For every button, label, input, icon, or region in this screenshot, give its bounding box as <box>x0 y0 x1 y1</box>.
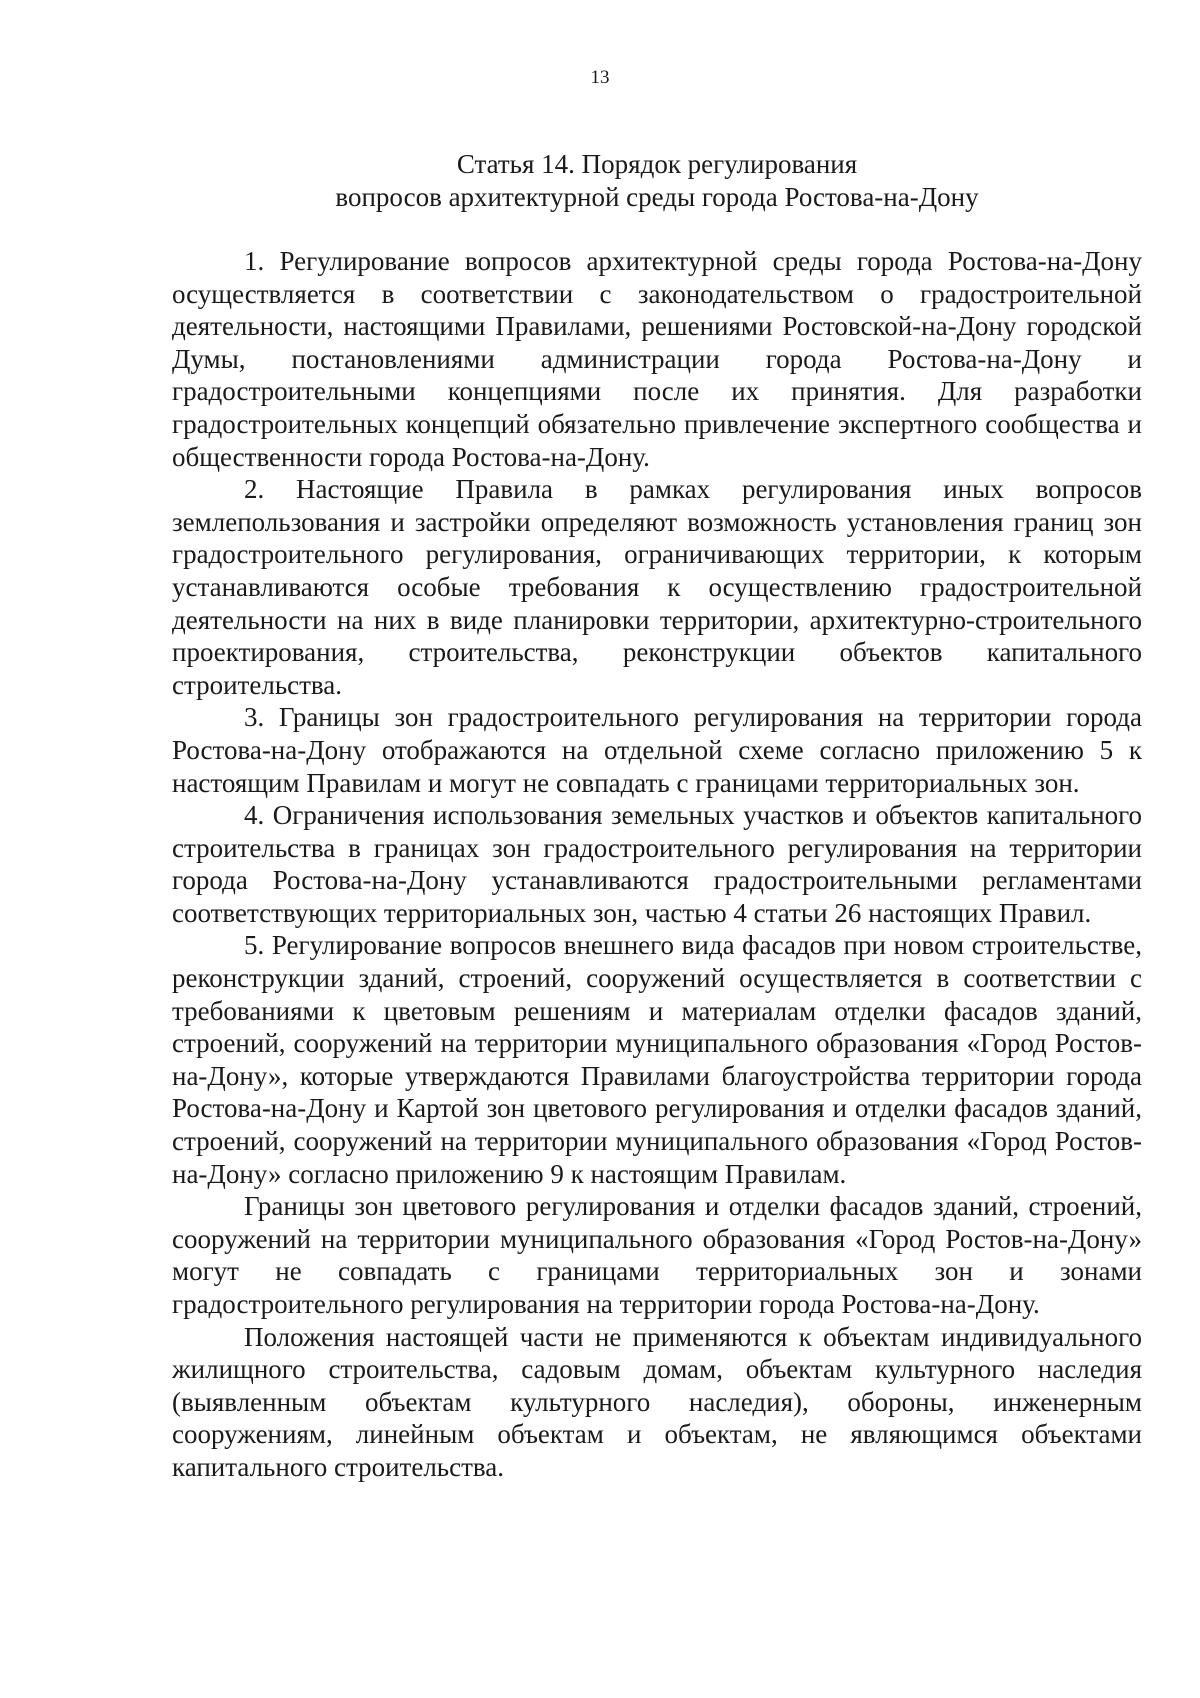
paragraph-2: 2. Настоящие Правила в рамках регулирования иных вопросов землепользования и застройки определяют возможность установления границ зон градостроительного регулирования, ограничивающих территории, к которым устанавливаются особые требования к осуществлению градостроительной деятельности на них в виде планировки территории, архитектурно-строительного проектирования, строительства, реконструкции объектов капитального строительства. <box>172 474 1142 700</box>
article-title-line-2: вопросов архитектурной среды города Ростова-на-Дону <box>335 181 979 212</box>
paragraph-4: 4. Ограничения использования земельных участков и объектов капитального строительства в границах зон градостроительного регулирования на территории города Ростова-на-Дону устанавливаются градостроительными регламентами соответствующих территориальных зон, частью 4 статьи 26 настоящих Правил. <box>172 800 1142 928</box>
paragraph-5: 5. Регулирование вопросов внешнего вида фасадов при новом строительстве, реконструкции зданий, строений, сооружений осуществляется в соответствии с требованиями к цветовым решениям и материалам отделки фасадов зданий, строений, сооружений на территории муниципального образования «Город Ростов-на-Дону», которые утверждаются Правилами благоустройства территории города Ростова-на-Дону и Картой зон цветового регулирования и отделки фасадов зданий, строений, сооружений на территории муниципального образования «Город Ростов-на-Дону» согласно приложению 9 к настоящим Правилам. <box>172 930 1142 1189</box>
article-title <box>172 148 1142 213</box>
article-body <box>172 245 1142 1484</box>
page-number: 13 <box>590 67 610 88</box>
paragraph-5-exceptions: Положения настоящей части не применяются к объектам индивидуального жилищного строительства, садовым домам, объектам культурного наследия (выявленным объектам культурного наследия), обороны, инженерным сооружениям, линейным объектам и объектам, не являющимся объектами капитального строительства. <box>172 1321 1142 1482</box>
article-title-line-1: Статья 14. Порядок регулирования <box>456 149 858 179</box>
paragraph-1: 1. Регулирование вопросов архитектурной среды города Ростова-на-Дону осуществляется в соответствии с законодательством о градостроительной деятельности, настоящими Правилами, решениями Ростовской-на-Дону городской Думы, постановлениями администрации города Ростова-на-Дону и градостроительными концепциями после их принятия. Для разработки градостроительных концепций обязательно привлечение экспертного сообщества и общественности города Ростова-на-Дону. <box>172 246 1142 472</box>
paragraph-3: 3. Границы зон градостроительного регулирования на территории города Ростова-на-Дону отображаются на отдельной схеме согласно приложению 5 к настоящим Правилам и могут не совпадать с границами территориальных зон. <box>172 702 1142 798</box>
paragraph-5-color-zones: Границы зон цветового регулирования и отделки фасадов зданий, строений, сооружений на территории муниципального образования «Город Ростов-на-Дону» могут не совпадать с границами территориальных зон и зонами градостроительного регулирования на территории города Ростова-на-Дону. <box>172 1191 1142 1319</box>
